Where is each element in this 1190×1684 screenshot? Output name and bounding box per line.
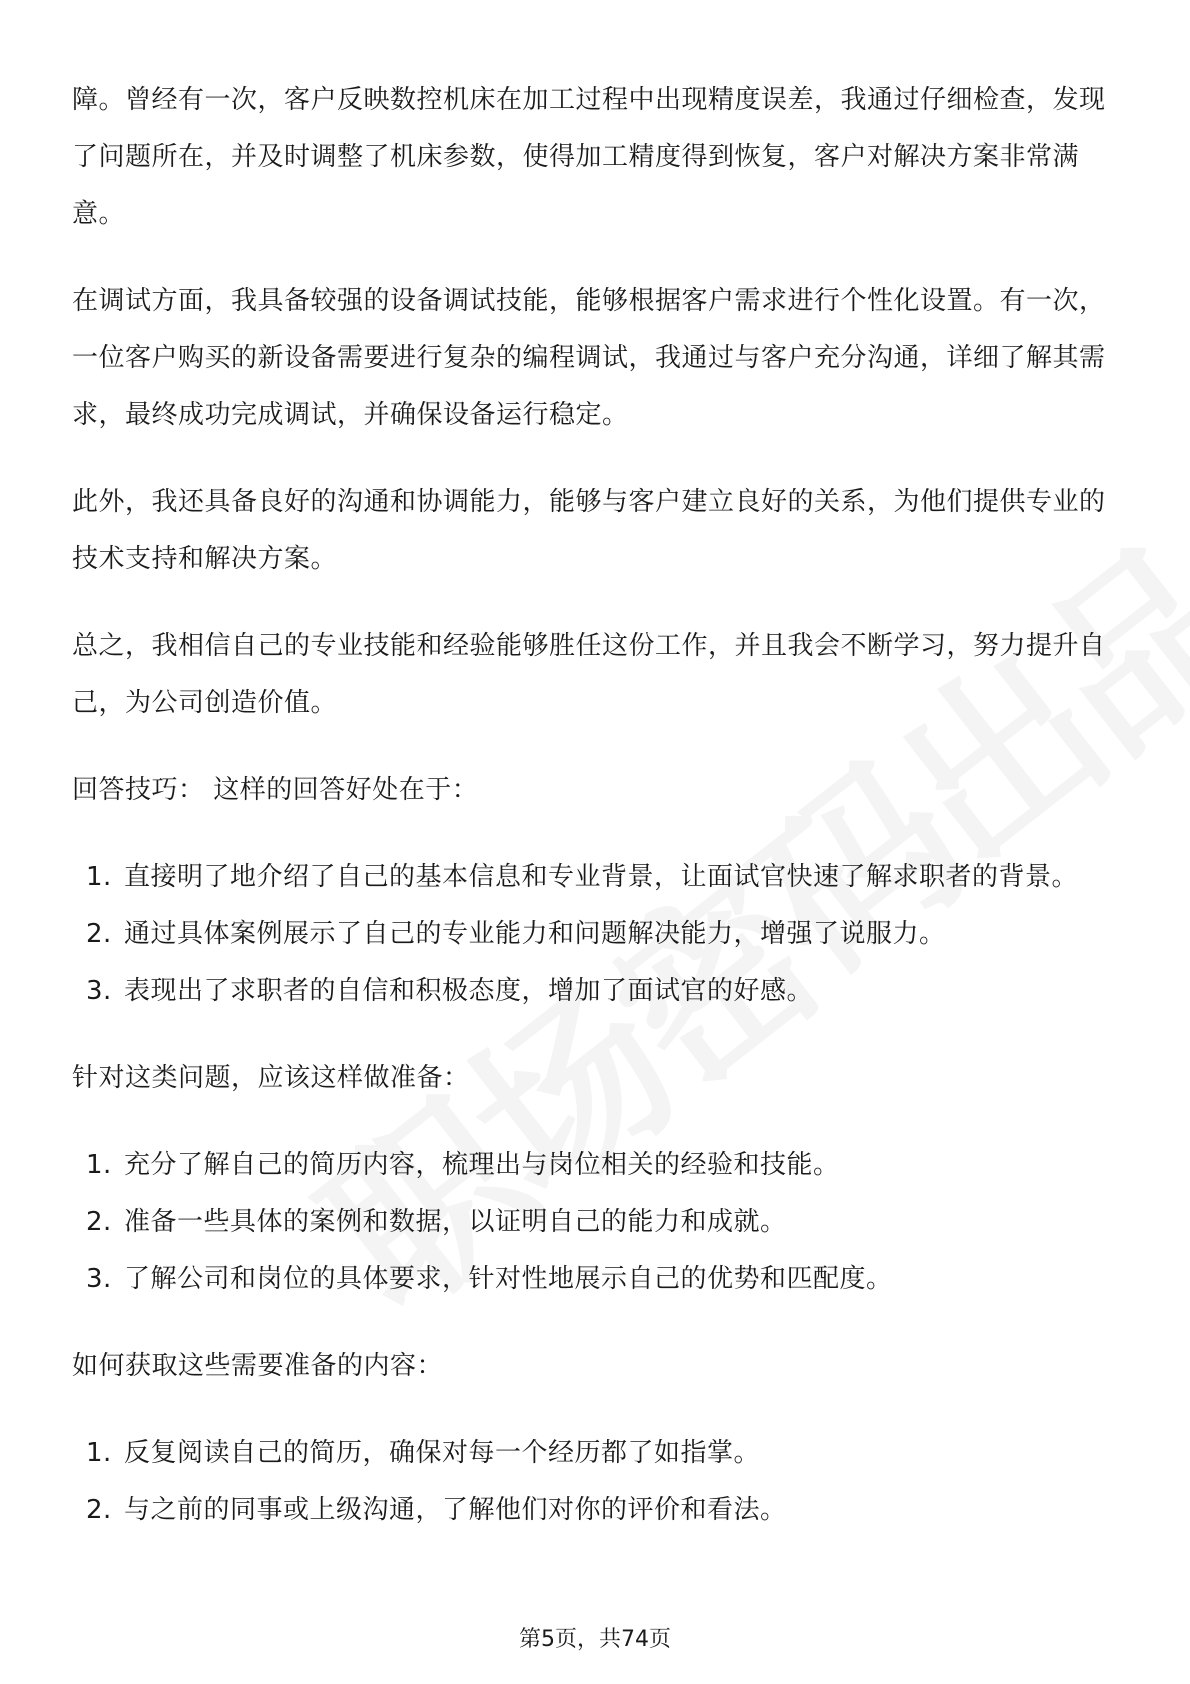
list-item [72, 849, 1118, 906]
list-item-text: 准备一些具体的案例和数据，以证明自己的能力和成就。 [124, 1207, 787, 1237]
list-number: 2. [86, 1495, 112, 1525]
paragraph: 在调试方面，我具备较强的设备调试技能，能够根据客户需求进行个性化设置。有一次，一位客户购买的新设备需要进行复杂的编程调试，我通过与客户充分沟通，详细了解其需求，最终成功完成调试，并确保设备运行稳定。 [72, 286, 1106, 430]
paragraph: 障。曾经有一次，客户反映数控机床在加工过程中出现精度误差，我通过仔细检查，发现了问题所在，并及时调整了机床参数，使得加工精度得到恢复，客户对解决方案非常满意。 [72, 85, 1106, 229]
paragraph: 此外，我还具备良好的沟通和协调能力，能够与客户建立良好的关系，为他们提供专业的技术支持和解决方案。 [72, 487, 1106, 574]
list-item [72, 963, 1118, 1020]
paragraph: 总之，我相信自己的专业技能和经验能够胜任这份工作，并且我会不断学习，努力提升自己，为公司创造价值。 [72, 631, 1106, 718]
list-item-text: 与之前的同事或上级沟通，了解他们对你的评价和看法。 [124, 1495, 787, 1525]
howto-heading: 如何获取这些需要准备的内容： [72, 1351, 444, 1381]
tips-list [72, 849, 1118, 1020]
howto-list [72, 1425, 1118, 1539]
list-number: 1. [86, 1150, 112, 1180]
list-item-text: 充分了解自己的简历内容，梳理出与岗位相关的经验和技能。 [124, 1150, 840, 1180]
list-item [72, 1194, 1118, 1251]
list-item [72, 1251, 1118, 1308]
list-number: 2. [86, 1207, 112, 1237]
document-body [72, 72, 1118, 1569]
list-item-text: 通过具体案例展示了自己的专业能力和问题解决能力，增强了说服力。 [124, 919, 946, 949]
list-number: 1. [86, 862, 112, 892]
list-item [72, 906, 1118, 963]
list-item-text: 反复阅读自己的简历，确保对每一个经历都了如指掌。 [124, 1438, 761, 1468]
list-item-text: 表现出了求职者的自信和积极态度，增加了面试官的好感。 [124, 976, 814, 1006]
prep-list [72, 1137, 1118, 1308]
list-number: 1. [86, 1438, 112, 1468]
list-item-text: 直接明了地介绍了自己的基本信息和专业背景，让面试官快速了解求职者的背景。 [124, 862, 1079, 892]
list-number: 2. [86, 919, 112, 949]
list-item-text: 了解公司和岗位的具体要求，针对性地展示自己的优势和匹配度。 [124, 1264, 893, 1294]
list-item [72, 1482, 1118, 1539]
list-item [72, 1137, 1118, 1194]
page-number: 第5页，共74页 [519, 1627, 671, 1652]
prep-heading: 针对这类问题，应该这样做准备： [72, 1063, 470, 1093]
tips-heading: 回答技巧： 这样的回答好处在于： [72, 775, 479, 805]
list-item [72, 1425, 1118, 1482]
list-number: 3. [86, 1264, 112, 1294]
list-number: 3. [86, 976, 112, 1006]
